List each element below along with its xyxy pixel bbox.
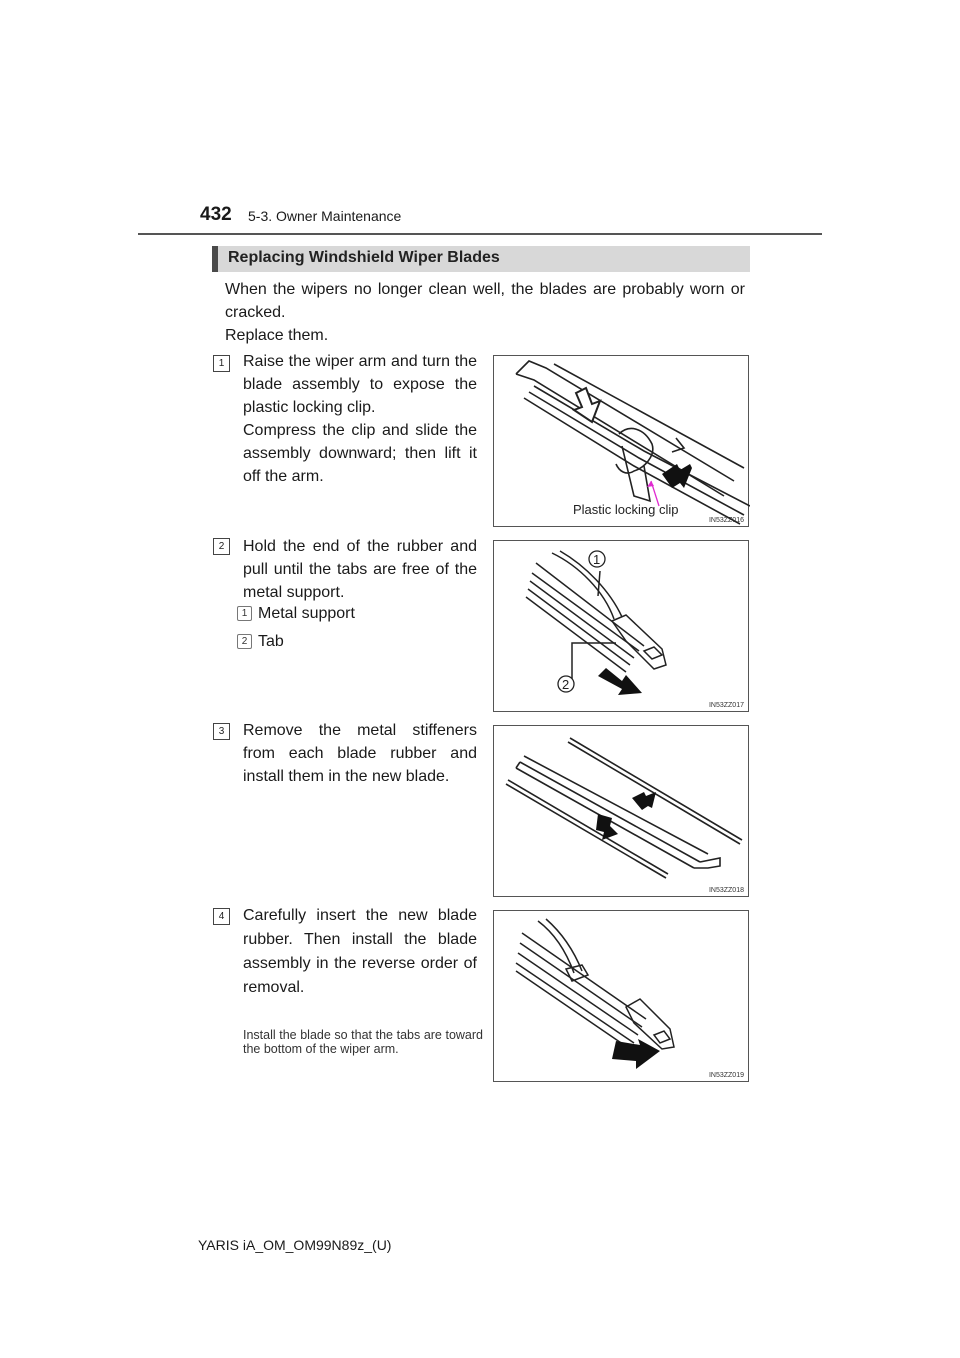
step-3-badge: 3: [213, 723, 230, 740]
figure-1-code: IN53ZZ016: [708, 517, 744, 524]
callout-1-label: Metal support: [258, 605, 355, 622]
step-1-text: [243, 350, 477, 488]
intro-line-1: When the wipers no longer clean well, the blades are probably worn or cracked.: [225, 281, 745, 321]
step-4-badge: 4: [213, 908, 230, 925]
figure-3-code: IN53ZZ018: [708, 887, 744, 894]
callout-2-label: Tab: [258, 633, 284, 650]
step-1-badge: 1: [213, 355, 230, 372]
figure-4: [493, 910, 749, 1082]
header-rule: [138, 233, 822, 235]
callout-metal-support: [237, 605, 355, 623]
step-2-badge: 2: [213, 538, 230, 555]
svg-text:2: 2: [562, 677, 570, 692]
callout-1-number: 1: [237, 606, 252, 621]
step-3-text: Remove the metal stiffeners from each blade rubber and install them in the new blade.: [243, 722, 477, 785]
page-number: 432: [200, 204, 232, 225]
callout-2-number: 2: [237, 634, 252, 649]
figure-3: [493, 725, 749, 897]
blade-assembly-illustration: [494, 911, 750, 1083]
svg-text:1: 1: [593, 552, 601, 567]
figure-1: [493, 355, 749, 527]
figure-2-code: IN53ZZ017: [708, 702, 744, 709]
section-heading: [212, 246, 750, 272]
figure-4-code: IN53ZZ019: [708, 1072, 744, 1079]
step-1-text-a: Raise the wiper arm and turn the blade assembly to expose the plastic locking clip.: [243, 353, 477, 416]
section-heading-text: Replacing Windshield Wiper Blades: [228, 249, 500, 266]
step-1-text-b: Compress the clip and slide the assembly downward; then lift it off the arm.: [243, 422, 477, 485]
blade-rubber-illustration: [494, 541, 750, 713]
section-title: 5-3. Owner Maintenance: [248, 208, 402, 224]
intro-text: [225, 278, 745, 347]
step-4-text: Carefully insert the new blade rubber. Then install the blade assembly in the reverse order of removal.: [243, 907, 477, 996]
figure-2: [493, 540, 749, 712]
metal-stiffeners-illustration: [494, 726, 750, 898]
callout-tab: [237, 633, 284, 651]
step-4-note: Install the blade so that the tabs are toward the bottom of the wiper arm.: [243, 1028, 483, 1056]
footer-doc-id: YARIS iA_OM_OM99N89z_(U): [198, 1237, 392, 1253]
step-2-text: Hold the end of the rubber and pull until the tabs are free of the metal support.: [243, 538, 477, 601]
intro-line-2: Replace them.: [225, 327, 329, 344]
figure-1-label: Plastic locking clip: [573, 502, 679, 517]
